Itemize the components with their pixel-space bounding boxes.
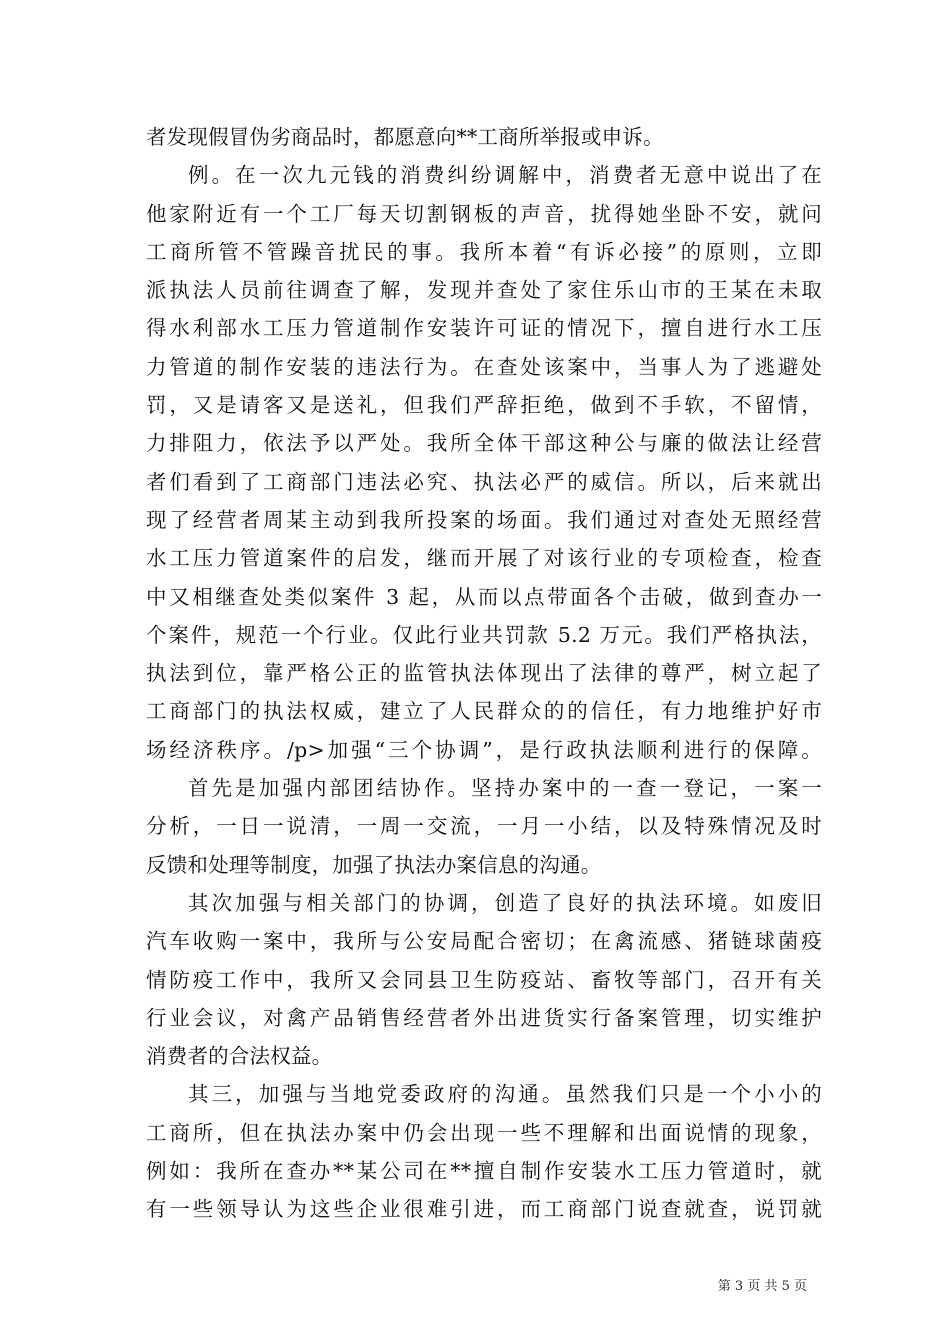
text-line: 力排阻力，依法予以严处。我所全体干部这种公与廉的做法让经营 (146, 431, 822, 456)
text-line: 力管道的制作安装的违法行为。在查处该案中，当事人为了逃避处 (146, 354, 822, 379)
text-line: 中又相继查处类似案件 3 起，从而以点带面各个击破，做到查办一 (146, 584, 822, 609)
document-body (146, 118, 822, 1229)
text-line: 他家附近有一个工厂每天切割钢板的声音，扰得她坐卧不安，就问 (146, 201, 822, 226)
text-line: 有一些领导认为这些企业很难引进，而工商部门说查就查，说罚就 (146, 1197, 822, 1222)
text-line: 首先是加强内部团结协作。坚持办案中的一查一登记，一案一 (188, 776, 822, 801)
text-line: 行业会议，对禽产品销售经营者外出进货实行备案管理，切实维护 (146, 1005, 822, 1030)
text-line: 派执法人员前往调查了解，发现并查处了家住乐山市的王某在未取 (146, 278, 822, 303)
page-number: 第 3 页 共 5 页 (717, 1279, 807, 1294)
text-line: 者们看到了工商部门违法必究、执法必严的威信。所以，后来就出 (146, 469, 822, 494)
text-line: 工商所管不管躁音扰民的事。我所本着“有诉必接”的原则，立即 (146, 239, 822, 264)
text-line: 现了经营者周某主动到我所投案的场面。我们通过对查处无照经营 (146, 507, 822, 532)
text-line: 工商所，但在执法办案中仍会出现一些不理解和出面说情的现象， (146, 1120, 822, 1145)
text-line: 得水利部水工压力管道制作安装许可证的情况下，擅自进行水工压 (146, 316, 822, 341)
text-line: 者发现假冒伪劣商品时，都愿意向**工商所举报或申诉。 (146, 125, 664, 149)
text-line: 个案件，规范一个行业。仅此行业共罚款 5.2 万元。我们严格执法， (146, 622, 822, 647)
text-line: 反馈和处理等制度，加强了执法办案信息的沟通。 (146, 852, 602, 877)
text-line: 分析，一日一说清，一周一交流，一月一小结，以及特殊情况及时 (146, 814, 822, 839)
text-line: 例。在一次九元钱的消费纠纷调解中，消费者无意中说出了在 (188, 163, 822, 188)
text-line: 执法到位，靠严格公正的监管执法体现出了法律的尊严，树立起了 (146, 661, 822, 686)
text-line: 例如：我所在查办**某公司在**擅自制作安装水工压力管道时，就 (146, 1159, 822, 1184)
text-line: 汽车收购一案中，我所与公安局配合密切；在禽流感、猪链球菌疫 (146, 929, 822, 954)
text-line: 罚，又是请客又是送礼，但我们严辞拒绝，做到不手软，不留情， (146, 393, 822, 418)
text-line: 其三，加强与当地党委政府的沟通。虽然我们只是一个小小的 (188, 1082, 822, 1107)
text-line: 场经济秩序。/p>加强“三个协调”，是行政执法顺利进行的保障。 (146, 737, 822, 762)
text-line: 情防疫工作中，我所又会同县卫生防疫站、畜牧等部门，召开有关 (146, 967, 822, 992)
text-line: 消费者的合法权益。 (146, 1044, 333, 1069)
text-line: 水工压力管道案件的启发，继而开展了对该行业的专项检查，检查 (146, 546, 822, 571)
text-line: 工商部门的执法权威，建立了人民群众的的信任，有力地维护好市 (146, 699, 822, 724)
text-line: 其次加强与相关部门的协调，创造了良好的执法环境。如废旧 (188, 890, 822, 915)
